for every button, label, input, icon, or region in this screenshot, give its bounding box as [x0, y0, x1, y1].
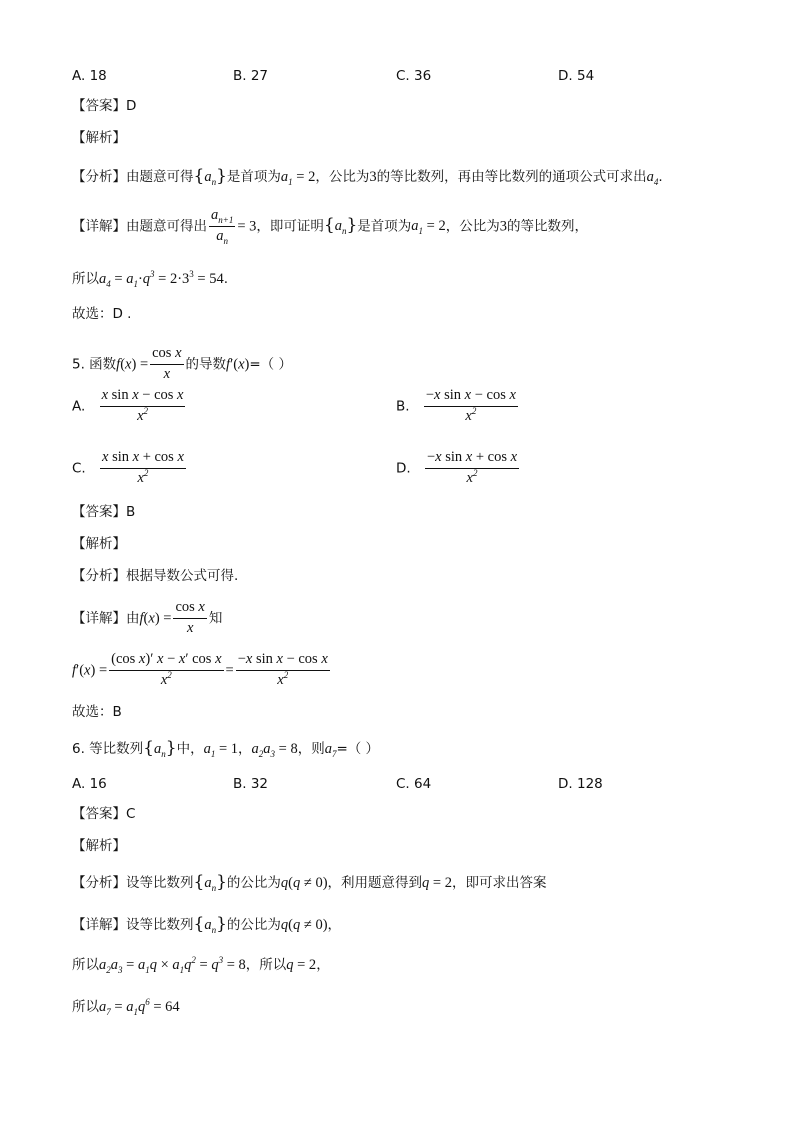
q6-xiangjie: 【详解】设等比数列$\{a_n\}$的公比为q(q ≠ 0)，	[72, 914, 342, 935]
q4-option-c: C. 36	[396, 68, 432, 84]
q5-derivation: f′(x) = $\frac{\text{(cos x)′ x − x′ cos x}}{x^2}$ = $\frac{\text{−x sin x − cos x}}{x^2}$	[72, 651, 328, 688]
q6-answer: 【答案】C	[72, 806, 136, 822]
q4-option-d: D. 54	[558, 68, 595, 84]
q5-stem: 5. 函数f(x) = $\frac{\text{cos x}}{x}$ 的导数f′(x)=（ ）	[72, 345, 292, 382]
q5-xiangjie: 【详解】由f(x) = $\frac{\text{cos x}}{x}$ 知	[72, 599, 223, 636]
q6-option-c: C. 64	[396, 776, 432, 792]
q4-result: 所以$a_4 = a_1\cdot q^3 = 2\cdot 3^3 = 54$.	[72, 269, 229, 289]
q4-fenxi: 【分析】由题意可得$\{a_n\}$是首项为$a_1 = 2$，公比为3的等比数列，再由等比数列的通项公式可求出$a_4$.	[72, 166, 663, 187]
q5-conclusion: 故选：B	[72, 704, 122, 720]
q5-analysis-heading: 【解析】	[72, 536, 126, 552]
q4-analysis-heading: 【解析】	[72, 130, 126, 146]
q4-option-a: A. 18	[72, 68, 107, 84]
q6-analysis-heading: 【解析】	[72, 838, 126, 854]
q6-fenxi: 【分析】设等比数列$\{a_n\}$的公比为q(q ≠ 0)，利用题意得到q = 2，即可求出答案	[72, 872, 547, 893]
q4-conclusion: 故选：D .	[72, 306, 132, 322]
q4-option-b: B. 27	[233, 68, 269, 84]
q5-option-b: B. $\frac{\text{−x sin x − cos x}}{x^2}$	[396, 387, 516, 424]
q4-answer: 【答案】D	[72, 98, 137, 114]
q6-step1: 所以$a_2a_3 = a_1q \times a_1q^2 = q^3 = 8$，所以q = 2，	[72, 955, 330, 975]
q6-stem: 6. 等比数列$\{a_n\}$中，$a_1 = 1$，$a_2a_3 = 8$，则$a_7=$（ ）	[72, 738, 380, 759]
q5-answer: 【答案】B	[72, 504, 136, 520]
q6-option-d: D. 128	[558, 776, 603, 792]
q5-option-c: C. $\frac{\text{x sin x + cos x}}{x^2}$	[72, 449, 184, 486]
q5-option-a: A. $\frac{\text{x sin x − cos x}}{x^2}$	[72, 387, 184, 424]
q6-option-a: A. 16	[72, 776, 107, 792]
q4-xiangjie: 【详解】由题意可得出 $\frac{a_{n+1}}{a_n}$ = 3，即可证明$\{a_n\}$是首项为$a_1 = 2$，公比为3的等比数列，	[72, 207, 588, 246]
q5-fenxi: 【分析】根据导数公式可得.	[72, 568, 239, 584]
q5-option-d: D. $\frac{\text{−x sin x + cos x}}{x^2}$	[396, 449, 518, 486]
q6-option-b: B. 32	[233, 776, 269, 792]
q6-step2: 所以$a_7 = a_1q^6 = 64$	[72, 997, 180, 1017]
